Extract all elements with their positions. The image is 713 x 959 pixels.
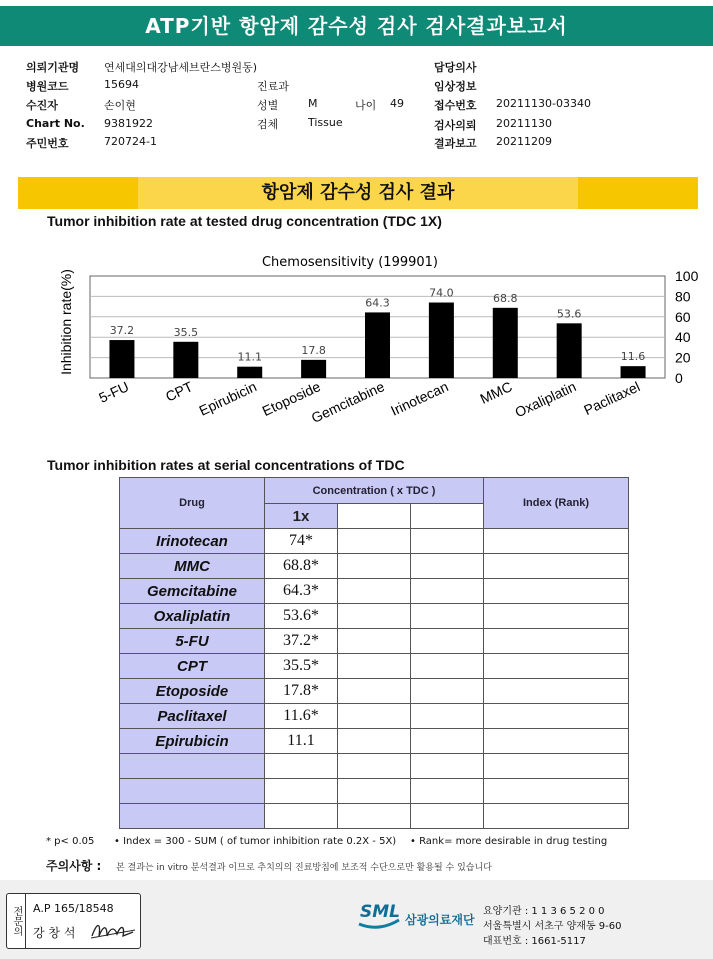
data-label: 11.1 (237, 350, 262, 364)
drug-name-cell: Gemcitabine (120, 579, 265, 604)
index-rank-cell (484, 729, 629, 754)
info-label: 담당의사 (434, 61, 477, 74)
value-1x-cell: 74* (265, 529, 338, 554)
info-row-hospital-code (26, 78, 139, 94)
x-tick-label: Oxaliplatin (512, 378, 579, 421)
age-value: 49 (390, 97, 404, 110)
y-tick-label: 20 (675, 349, 691, 366)
drug-name-cell: CPT (120, 654, 265, 679)
info-row-id-number (26, 135, 157, 151)
specimen-value: Tissue (308, 116, 343, 129)
dept-label: 진료과 (257, 80, 289, 93)
header-1x: 1x (265, 504, 338, 529)
empty-cell (411, 529, 484, 554)
empty-cell (338, 779, 411, 804)
data-label: 17.8 (301, 343, 326, 357)
report-title: ATP기반 항암제 감수성 검사 검사결과보고서 (0, 6, 713, 46)
section-banner (18, 177, 698, 209)
signature-box (6, 893, 141, 949)
value-1x-cell (265, 804, 338, 829)
table-row (120, 629, 629, 654)
drug-name-cell: Etoposide (120, 679, 265, 704)
drug-name-cell: MMC (120, 554, 265, 579)
sex-value: M (308, 97, 318, 110)
age-label: 나이 (355, 99, 377, 112)
value-1x-cell (265, 754, 338, 779)
table-row (120, 804, 629, 829)
org-code: 요양기관 : 1 1 3 6 5 2 0 0 (483, 906, 605, 917)
org-name: 삼광의료재단 (405, 913, 475, 927)
info-label: 병원코드 (26, 80, 69, 93)
info-value: 720724-1 (104, 135, 157, 148)
x-tick-label: Epirubicin (196, 378, 259, 419)
info-value: 20211130 (496, 117, 552, 130)
sex-label: 성별 (257, 99, 279, 112)
value-1x-cell: 11.1 (265, 729, 338, 754)
caution-text: 본 결과는 in vitro 분석결과 이므로 추치의의 진료방침에 보조적 수단으로만 활용될 수 있습니다 (116, 863, 492, 873)
index-rank-cell (484, 604, 629, 629)
table-row (120, 779, 629, 804)
empty-cell (411, 554, 484, 579)
table-row (120, 529, 629, 554)
header-empty-cell (338, 504, 411, 529)
x-tick-label: Gemcitabine (308, 378, 387, 426)
bar (429, 303, 454, 378)
data-label: 68.8 (493, 291, 518, 305)
info-row-chart-no (26, 117, 153, 130)
drug-name-cell: Paclitaxel (120, 704, 265, 729)
info-value: 15694 (104, 78, 139, 91)
value-1x-cell: 17.8* (265, 679, 338, 704)
value-1x-cell: 53.6* (265, 604, 338, 629)
chart-title: Chemosensitivity (199901) (261, 255, 439, 270)
footnote-rank: • Rank= more desirable in drug testing (410, 836, 608, 847)
header-concentration: Concentration ( x TDC ) (265, 478, 484, 504)
x-tick-label: 5-FU (96, 378, 132, 406)
empty-cell (411, 779, 484, 804)
drug-name-cell: Irinotecan (120, 529, 265, 554)
y-tick-label: 80 (675, 288, 691, 305)
info-label: 결과보고 (434, 137, 477, 150)
empty-cell (411, 729, 484, 754)
info-row-doctor (434, 59, 477, 75)
drug-name-cell (120, 754, 265, 779)
empty-cell (411, 654, 484, 679)
index-rank-cell (484, 679, 629, 704)
x-tick-label: CPT (162, 378, 196, 405)
table-row (120, 704, 629, 729)
info-row-accession (434, 97, 591, 113)
y-tick-label: 100 (675, 268, 699, 284)
info-value: 20211130-03340 (496, 97, 591, 110)
info-row-request (434, 117, 552, 133)
index-rank-cell (484, 579, 629, 604)
info-label: 주민번호 (26, 137, 69, 150)
info-value: 연세대의대강남세브란스병원동) (104, 61, 258, 74)
data-label: 53.6 (556, 307, 582, 321)
specialist-stamp: 전문의 (7, 894, 26, 948)
signature-image (89, 918, 137, 944)
table-heading: Tumor inhibition rates at serial concentrations of TDC (47, 457, 405, 473)
index-rank-cell (484, 779, 629, 804)
y-tick-label: 40 (675, 329, 691, 346)
table-row (120, 754, 629, 779)
bar (365, 312, 390, 378)
empty-cell (338, 579, 411, 604)
specimen-label: 검체 (257, 118, 279, 131)
table-row (120, 654, 629, 679)
data-label: 37.2 (109, 324, 135, 338)
section-title: 항암제 감수성 검사 결과 (261, 182, 455, 203)
bar (557, 323, 582, 378)
data-label: 35.5 (173, 325, 199, 339)
empty-cell (411, 754, 484, 779)
info-row-clinical (434, 78, 477, 94)
info-value: 20211209 (496, 135, 552, 148)
info-row-institution (26, 59, 258, 75)
sml-logo (357, 902, 401, 932)
drug-name-cell: 5-FU (120, 629, 265, 654)
bar (301, 360, 326, 378)
bar (237, 367, 262, 378)
info-value: 손이현 (104, 99, 136, 112)
header-index-rank: Index (Rank) (484, 478, 629, 529)
header-drug: Drug (120, 478, 265, 529)
info-label: 의뢰기관명 (26, 61, 80, 74)
results-table (119, 477, 629, 829)
empty-cell (411, 604, 484, 629)
value-1x-cell: 35.5* (265, 654, 338, 679)
footnote-index: • Index = 300 - SUM ( of tumor inhibition rate 0.2X - 5X) (114, 836, 397, 847)
drug-name-cell (120, 804, 265, 829)
empty-cell (338, 629, 411, 654)
index-rank-cell (484, 804, 629, 829)
table-row (120, 604, 629, 629)
empty-cell (338, 604, 411, 629)
data-label: 74.0 (429, 286, 454, 300)
value-1x-cell (265, 779, 338, 804)
data-label: 64.3 (365, 296, 390, 310)
value-1x-cell: 68.8* (265, 554, 338, 579)
license-number: A.P 165/18548 (33, 902, 114, 915)
y-axis-label: Inhibition rate(%) (58, 269, 74, 375)
table-body (120, 529, 629, 829)
info-row-patient (26, 97, 136, 113)
y-tick-label: 60 (675, 308, 691, 325)
info-label: Chart No. (26, 117, 85, 130)
info-label: 수진자 (26, 99, 58, 112)
index-rank-cell (484, 629, 629, 654)
bar (173, 342, 198, 378)
sml-logo-text: SML (360, 902, 400, 922)
table-row (120, 554, 629, 579)
info-label: 검사의뢰 (434, 119, 477, 132)
empty-cell (338, 804, 411, 829)
empty-cell (411, 704, 484, 729)
empty-cell (411, 629, 484, 654)
index-rank-cell (484, 654, 629, 679)
empty-cell (338, 679, 411, 704)
caution-label: 주의사항 : (46, 859, 102, 873)
org-phone: 대표번호 : 1661-5117 (483, 936, 586, 947)
bar (493, 308, 518, 378)
x-tick-label: Etoposide (259, 378, 323, 420)
bar (621, 366, 646, 378)
bar (109, 340, 134, 378)
x-tick-label: Paclitaxel (581, 378, 643, 419)
empty-cell (411, 579, 484, 604)
signer-name: 강 창 석 (33, 926, 76, 940)
empty-cell (338, 754, 411, 779)
empty-cell (338, 554, 411, 579)
index-rank-cell (484, 554, 629, 579)
empty-cell (338, 529, 411, 554)
drug-name-cell (120, 779, 265, 804)
value-1x-cell: 64.3* (265, 579, 338, 604)
drug-name-cell: Oxaliplatin (120, 604, 265, 629)
empty-cell (338, 704, 411, 729)
info-label: 임상정보 (434, 80, 477, 93)
info-value: 9381922 (104, 117, 153, 130)
drug-name-cell: Epirubicin (120, 729, 265, 754)
x-tick-label: Irinotecan (388, 378, 451, 419)
org-address: 서울특별시 서초구 양재동 9-60 (483, 921, 622, 932)
empty-cell (338, 654, 411, 679)
index-rank-cell (484, 754, 629, 779)
empty-cell (411, 679, 484, 704)
y-tick-label: 0 (675, 370, 683, 386)
header-empty-cell (411, 504, 484, 529)
value-1x-cell: 37.2* (265, 629, 338, 654)
table-row (120, 679, 629, 704)
value-1x-cell: 11.6* (265, 704, 338, 729)
chart-heading: Tumor inhibition rate at tested drug concentration (TDC 1X) (47, 213, 442, 229)
table-row (120, 579, 629, 604)
info-label: 접수번호 (434, 99, 477, 112)
x-tick-label: MMC (477, 378, 515, 407)
bar-chart (0, 238, 713, 438)
empty-cell (411, 804, 484, 829)
empty-cell (338, 729, 411, 754)
footnote-p: * p< 0.05 (46, 836, 95, 847)
index-rank-cell (484, 704, 629, 729)
data-label: 11.6 (620, 350, 646, 364)
info-row-report (434, 135, 552, 151)
index-rank-cell (484, 529, 629, 554)
table-row (120, 729, 629, 754)
